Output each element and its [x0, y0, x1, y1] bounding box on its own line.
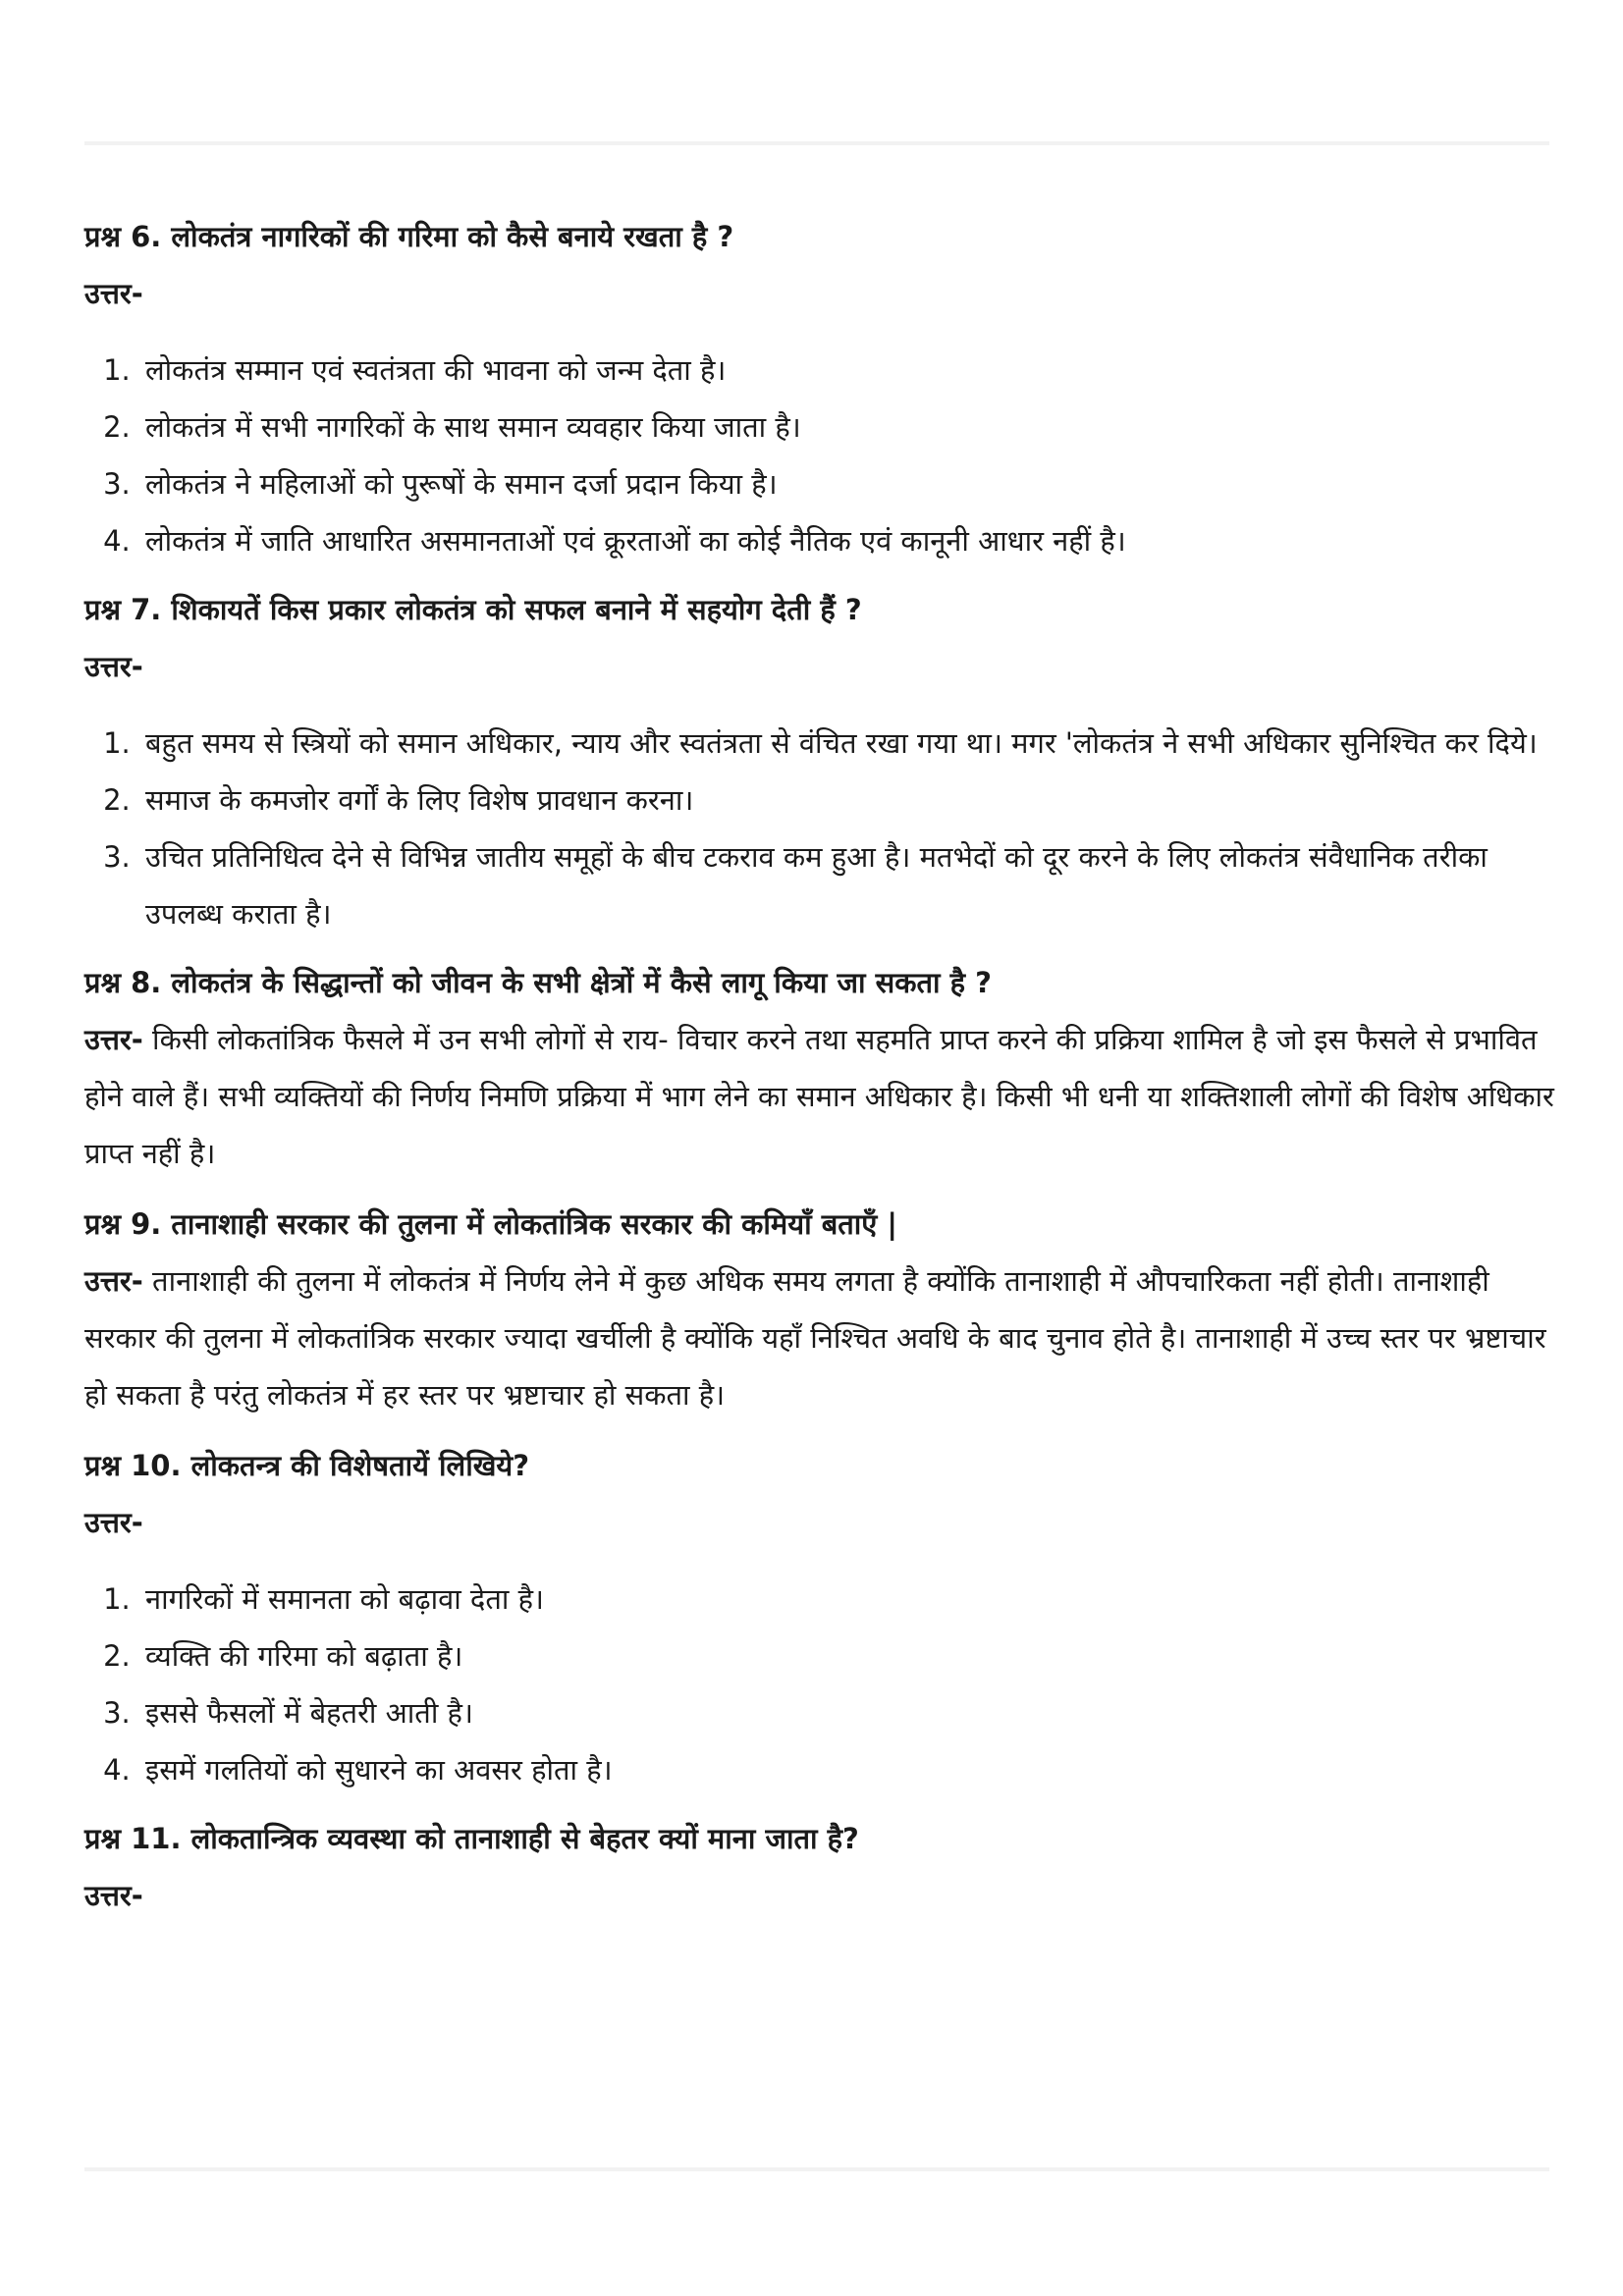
list-item: 4. लोकतंत्र में जाति आधारित असमानताओं एवं क्रूरताओं का कोई नैतिक एवं कानूनी आधार नहीं है। — [139, 512, 1567, 569]
list-item: 3. लोकतंत्र ने महिलाओं को पुरूषों के समान दर्जा प्रदान किया है। — [139, 455, 1567, 512]
question-block-6 — [84, 208, 1567, 569]
answer-paragraph — [84, 1011, 1567, 1182]
question-block-9 — [84, 1196, 1567, 1423]
list-item: 1. नागरिकों में समानता को बढ़ावा देता है। — [139, 1571, 1567, 1628]
question-heading: प्रश्न 6. लोकतंत्र नागरिकों की गरिमा को कैसे बनाये रखता है ? — [84, 220, 734, 253]
question-heading: प्रश्न 9. तानाशाही सरकार की तुलना में लोकतांत्रिक सरकार की कमियाँ बताएँ | — [84, 1207, 898, 1241]
answer-list — [84, 1571, 1567, 1798]
list-item: 1. लोकतंत्र सम्मान एवं स्वतंत्रता की भावना को जन्म देता है। — [139, 342, 1567, 399]
question-heading: प्रश्न 10. लोकतन्त्र की विशेषतायें लिखिये? — [84, 1449, 530, 1482]
question-block-7 — [84, 581, 1567, 942]
list-item: 4. इसमें गलतियों को सुधारने का अवसर होता है। — [139, 1741, 1567, 1798]
answer-list — [84, 342, 1567, 569]
question-heading: प्रश्न 8. लोकतंत्र के सिद्धान्तों को जीवन के सभी क्षेत्रों में कैसे लागू किया जा सकता है ? — [84, 966, 992, 999]
list-item: 2. व्यक्ति की गरिमा को बढ़ाता है। — [139, 1628, 1567, 1684]
bottom-divider — [84, 2167, 1549, 2171]
answer-label: उत्तर- — [84, 650, 143, 683]
answer-label: उत्तर- — [84, 1023, 143, 1056]
list-item: 1. बहुत समय से स्त्रियों को समान अधिकार, न्याय और स्वतंत्रता से वंचित रखा गया था। मगर 'लोकतंत्र ने सभी अधिकार सुनिश्चित कर दिये। — [139, 715, 1567, 772]
question-heading: प्रश्न 11. लोकतान्त्रिक व्यवस्था को तानाशाही से बेहतर क्यों माना जाता है? — [84, 1822, 859, 1855]
answer-label: उत्तर- — [84, 1879, 143, 1912]
answer-label: उत्तर- — [84, 277, 143, 310]
question-heading: प्रश्न 7. शिकायतें किस प्रकार लोकतंत्र को सफल बनाने में सहयोग देती हैं ? — [84, 593, 862, 626]
question-block-11 — [84, 1810, 1567, 1924]
answer-text: किसी लोकतांत्रिक फैसले में उन सभी लोगों से राय- विचार करने तथा सहमति प्राप्त करने की प्रक्रिया शामिल है जो इस फैसले से प्रभावित होने वाले हैं। सभी व्यक्तियों की निर्णय निमणि प्रक्रिया में भाग लेने का समान अधिकार है। किसी भी धनी या शक्तिशाली लोगों की विशेष अधिकार प्राप्त नहीं है। — [84, 1023, 1554, 1170]
list-item: 2. समाज के कमजोर वर्गों के लिए विशेष प्रावधान करना। — [139, 772, 1567, 828]
answer-text: तानाशाही की तुलना में लोकतंत्र में निर्णय लेने में कुछ अधिक समय लगता है क्योंकि तानाशाही में औपचारिकता नहीं होती। तानाशाही सरकार की तुलना में लोकतांत्रिक सरकार ज्यादा खर्चीली है क्योंकि यहाँ निश्चित अवधि के बाद चुनाव होते है। तानाशाही में उच्च स्तर पर भ्रष्टाचार हो सकता है परंतु लोकतंत्र में हर स्तर पर भ्रष्टाचार हो सकता है। — [84, 1264, 1546, 1412]
answer-label: उत्तर- — [84, 1264, 143, 1298]
list-item: 3. इससे फैसलों में बेहतरी आती है। — [139, 1684, 1567, 1741]
list-item: 3. उचित प्रतिनिधित्व देने से विभिन्न जातीय समूहों के बीच टकराव कम हुआ है। मतभेदों को दूर करने के लिए लोकतंत्र संवैधानिक तरीका उपलब्ध कराता है। — [139, 828, 1567, 942]
answer-list — [84, 715, 1567, 942]
question-block-10 — [84, 1437, 1567, 1798]
top-divider — [84, 141, 1549, 145]
answer-paragraph — [84, 1253, 1567, 1423]
list-item: 2. लोकतंत्र में सभी नागरिकों के साथ समान व्यवहार किया जाता है। — [139, 399, 1567, 455]
answer-label: उत्तर- — [84, 1506, 143, 1539]
document-body — [84, 208, 1567, 1932]
question-block-8 — [84, 954, 1567, 1182]
